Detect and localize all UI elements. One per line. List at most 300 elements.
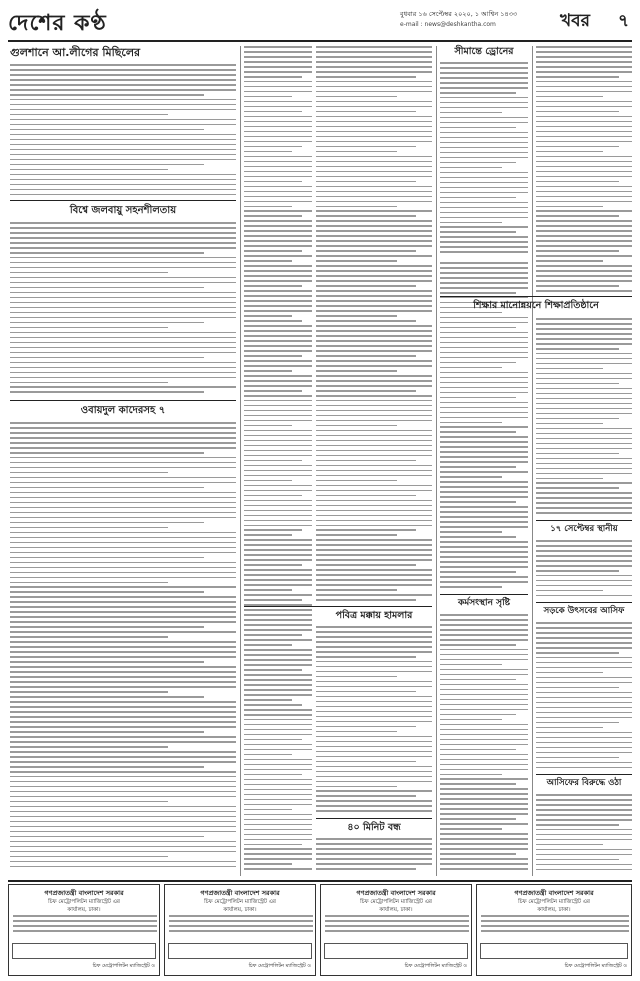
text-line — [316, 736, 432, 738]
text-line — [536, 632, 632, 634]
text-line — [244, 435, 312, 437]
text-line — [440, 506, 528, 508]
text-line — [244, 614, 312, 616]
text-line — [536, 201, 632, 203]
text-line — [316, 696, 432, 698]
text-line — [316, 131, 432, 133]
text-line — [536, 136, 632, 138]
text-line — [536, 550, 632, 552]
text-line — [440, 82, 528, 84]
text-line — [244, 709, 312, 711]
text-line — [244, 106, 312, 108]
ad-place: কার্যালয়, ঢাকা। — [223, 907, 257, 913]
text-line — [440, 546, 528, 548]
ad-government-name: গণপ্রজাতন্ত্রী বাংলাদেশ সরকার — [200, 889, 280, 897]
text-line — [244, 534, 292, 536]
text-line — [536, 230, 632, 232]
text-line — [10, 591, 204, 593]
text-line — [440, 531, 502, 533]
text-line — [316, 305, 432, 307]
ad-government-name: গণপ্রজাতন্ত্রী বাংলাদেশ সরকার — [44, 889, 124, 897]
text-line — [244, 425, 292, 427]
text-line — [440, 516, 528, 518]
text-line — [244, 370, 292, 372]
text-line — [244, 858, 312, 860]
text-line — [10, 537, 236, 539]
text-line — [244, 779, 312, 781]
text-line — [440, 236, 528, 238]
text-line — [10, 646, 236, 648]
text-line — [244, 784, 312, 786]
headline-mecca: পবিত্র মক্কায় হামলার — [335, 610, 413, 621]
text-line — [244, 51, 312, 53]
text-line — [440, 436, 528, 438]
text-line — [440, 501, 516, 503]
text-line — [536, 595, 632, 597]
text-line — [244, 455, 312, 457]
text-line — [10, 242, 236, 244]
text-line — [244, 320, 302, 322]
text-line — [440, 556, 528, 558]
text-line — [244, 539, 312, 541]
text-line — [440, 157, 528, 159]
text-line — [316, 355, 416, 357]
text-line — [316, 505, 432, 507]
text-line — [244, 804, 312, 806]
text-line — [440, 342, 528, 344]
text-line — [316, 574, 432, 576]
text-line — [440, 808, 528, 810]
text-line — [10, 391, 204, 393]
text-line — [440, 714, 516, 716]
text-line — [244, 121, 312, 123]
story-allegations-body — [536, 794, 632, 876]
text-line — [536, 438, 632, 440]
text-line — [244, 295, 312, 297]
text-line — [244, 819, 312, 821]
text-line — [10, 64, 236, 66]
text-line — [10, 861, 236, 863]
text-line — [316, 676, 397, 678]
text-line — [440, 793, 528, 795]
text-line — [440, 267, 528, 269]
text-line — [316, 235, 432, 237]
text-line — [440, 222, 502, 224]
text-line — [10, 257, 236, 259]
text-line — [536, 235, 632, 237]
text-line — [244, 280, 312, 282]
text-line — [316, 181, 416, 183]
text-line — [316, 315, 397, 317]
text-line — [440, 147, 528, 149]
text-line — [244, 829, 312, 831]
text-line — [316, 579, 432, 581]
text-line — [10, 661, 204, 663]
text-line — [244, 340, 312, 342]
text-line — [244, 191, 312, 193]
text-line — [316, 310, 432, 312]
text-line — [244, 240, 312, 242]
text-line — [10, 836, 204, 838]
text-line — [10, 139, 236, 141]
text-line — [440, 868, 528, 870]
text-line — [244, 644, 292, 646]
text-line — [440, 352, 528, 354]
text-line — [536, 767, 632, 769]
text-line — [244, 754, 292, 756]
text-line — [440, 327, 516, 329]
text-line — [440, 287, 528, 289]
divider — [316, 818, 432, 819]
text-line — [440, 382, 528, 384]
text-line — [10, 517, 236, 519]
text-line — [244, 544, 312, 546]
text-line — [316, 56, 432, 58]
text-line — [316, 500, 432, 502]
text-line — [244, 684, 312, 686]
text-line — [316, 365, 432, 367]
text-line — [440, 231, 516, 233]
text-line — [10, 282, 236, 284]
text-line — [536, 575, 632, 577]
text-line — [244, 81, 312, 83]
text-line — [10, 104, 236, 106]
text-line — [316, 121, 432, 123]
text-line — [244, 480, 292, 482]
text-line — [10, 621, 236, 623]
text-line — [10, 706, 236, 708]
text-line — [10, 806, 236, 808]
text-line — [536, 186, 632, 188]
text-line — [244, 285, 302, 287]
text-line — [244, 699, 292, 701]
text-line — [440, 719, 502, 721]
text-line — [316, 215, 416, 217]
government-notice-ad — [476, 884, 632, 976]
text-line — [440, 292, 516, 294]
text-line — [536, 408, 632, 410]
text-line — [244, 325, 312, 327]
text-line — [536, 106, 632, 108]
text-line — [536, 393, 632, 395]
text-line — [316, 415, 432, 417]
text-line — [10, 656, 236, 658]
text-line — [10, 557, 204, 559]
contact-email: e-mail : news@deshkantha.com — [400, 21, 496, 28]
text-line — [536, 667, 632, 669]
text-line — [10, 721, 236, 723]
text-line — [316, 450, 432, 452]
text-line — [440, 739, 528, 741]
text-line — [244, 420, 312, 422]
text-line — [316, 490, 432, 492]
text-line — [536, 91, 632, 93]
text-line — [440, 581, 528, 583]
story-drones-continued — [440, 262, 528, 592]
text-line — [316, 460, 416, 462]
text-line — [536, 171, 632, 173]
text-line — [536, 413, 632, 415]
text-line — [316, 390, 416, 392]
text-line — [244, 206, 292, 208]
text-line — [10, 681, 236, 683]
text-line — [440, 172, 528, 174]
government-notice-ad — [8, 884, 160, 976]
headline-employment: কর্মসংস্থান সৃষ্টি — [457, 598, 511, 608]
text-line — [440, 526, 528, 528]
text-line — [440, 451, 528, 453]
text-line — [536, 722, 619, 724]
text-line — [440, 182, 528, 184]
text-line — [316, 594, 432, 596]
text-line — [536, 383, 619, 385]
ad-body — [325, 915, 469, 939]
ad-place: কার্যালয়, ঢাকা। — [379, 907, 413, 913]
text-line — [244, 794, 312, 796]
text-line — [440, 312, 502, 314]
text-line — [440, 536, 516, 538]
text-line — [440, 377, 528, 379]
text-line — [440, 744, 528, 746]
text-line — [244, 215, 302, 217]
text-line — [244, 868, 312, 870]
text-line — [10, 482, 236, 484]
text-line — [316, 335, 432, 337]
text-line — [536, 677, 632, 679]
text-line — [316, 290, 432, 292]
text-line — [10, 432, 236, 434]
text-line — [244, 71, 312, 73]
text-line — [244, 554, 312, 556]
text-line — [10, 856, 168, 858]
text-line — [536, 627, 632, 629]
text-line — [244, 260, 292, 262]
text-line — [316, 176, 432, 178]
text-line — [440, 212, 528, 214]
text-line — [316, 681, 432, 683]
text-line — [244, 759, 312, 761]
text-line — [244, 579, 312, 581]
text-line — [536, 225, 632, 227]
text-line — [536, 343, 632, 345]
text-line — [13, 925, 157, 927]
text-line — [244, 265, 312, 267]
text-line — [10, 129, 204, 131]
text-line — [316, 661, 432, 663]
text-line — [10, 816, 236, 818]
text-line — [440, 863, 528, 865]
text-line — [316, 495, 416, 497]
text-line — [536, 647, 632, 649]
text-line — [316, 656, 416, 658]
text-line — [244, 290, 312, 292]
text-line — [10, 586, 236, 588]
text-line — [440, 659, 528, 661]
text-line — [316, 510, 432, 512]
text-line — [10, 791, 236, 793]
text-line — [10, 726, 236, 728]
text-line — [536, 622, 632, 624]
text-line — [481, 915, 629, 917]
text-line — [244, 415, 312, 417]
text-line — [440, 654, 528, 656]
text-line — [10, 287, 204, 289]
text-line — [244, 863, 292, 865]
text-line — [440, 112, 502, 114]
text-line — [316, 420, 432, 422]
text-line — [10, 776, 236, 778]
text-line — [10, 846, 236, 848]
headline-climate: বিশ্বে জলবায়ু সহনশীলতায় — [69, 205, 177, 216]
text-line — [316, 525, 432, 527]
text-line — [536, 358, 632, 360]
text-line — [440, 132, 528, 134]
text-line — [440, 823, 528, 825]
text-line — [10, 472, 168, 474]
text-line — [10, 761, 236, 763]
text-line — [316, 810, 432, 812]
text-line — [316, 554, 432, 556]
story-center-body — [316, 46, 432, 606]
text-line — [10, 386, 236, 388]
text-line — [316, 151, 397, 153]
text-line — [440, 769, 528, 771]
text-line — [10, 437, 236, 439]
text-line — [244, 525, 312, 527]
text-line — [536, 497, 632, 499]
text-line — [440, 402, 528, 404]
text-line — [10, 149, 236, 151]
text-line — [440, 317, 528, 319]
text-line — [244, 380, 312, 382]
text-line — [440, 486, 528, 488]
text-line — [440, 122, 528, 124]
text-line — [316, 201, 432, 203]
text-line — [536, 834, 632, 836]
text-line — [316, 666, 432, 668]
divider — [440, 594, 528, 595]
text-line — [10, 751, 236, 753]
text-line — [440, 679, 516, 681]
text-line — [244, 559, 312, 561]
text-line — [536, 156, 632, 158]
text-line — [10, 382, 168, 384]
text-line — [10, 606, 236, 608]
text-line — [536, 255, 632, 257]
text-line — [244, 689, 312, 691]
ad-signature: চিফ মেট্রোপলিটন ম্যাজিস্ট্রেট ও — [404, 963, 467, 969]
text-line — [244, 126, 312, 128]
text-line — [536, 81, 632, 83]
text-line — [440, 322, 528, 324]
text-line — [10, 522, 204, 524]
text-line — [10, 671, 236, 673]
ad-government-name: গণপ্রজাতন্ত্রী বাংলাদেশ সরকার — [514, 889, 594, 897]
story-gulshan-body — [10, 64, 236, 199]
text-line — [10, 352, 236, 354]
text-line — [10, 786, 236, 788]
text-line — [316, 746, 432, 748]
text-line — [440, 634, 528, 636]
text-line — [10, 711, 236, 713]
text-line — [244, 729, 312, 731]
text-line — [536, 809, 632, 811]
text-line — [536, 443, 632, 445]
text-line — [244, 844, 302, 846]
text-line — [244, 91, 312, 93]
text-line — [244, 176, 312, 178]
text-line — [536, 799, 632, 801]
text-line — [316, 360, 432, 362]
text-line — [440, 332, 528, 334]
text-line — [10, 502, 236, 504]
text-line — [169, 930, 313, 932]
text-line — [244, 505, 312, 507]
text-line — [536, 101, 632, 103]
text-line — [536, 468, 632, 470]
text-line — [244, 589, 292, 591]
text-line — [10, 696, 204, 698]
text-line — [316, 161, 432, 163]
text-line — [244, 220, 312, 222]
text-line — [536, 672, 603, 674]
text-line — [440, 152, 528, 154]
text-line — [536, 707, 632, 709]
text-line — [244, 275, 312, 277]
text-line — [316, 435, 432, 437]
text-line — [10, 262, 236, 264]
ad-place: কার্যালয়, ঢাকা। — [537, 907, 571, 913]
text-line — [440, 446, 528, 448]
text-line — [316, 848, 432, 850]
text-line — [440, 624, 528, 626]
text-line — [440, 858, 528, 860]
text-line — [316, 741, 432, 743]
text-line — [316, 646, 432, 648]
text-line — [10, 831, 236, 833]
text-line — [440, 576, 528, 578]
text-line — [440, 649, 528, 651]
text-line — [440, 107, 528, 109]
text-line — [440, 803, 528, 805]
text-line — [440, 521, 528, 523]
text-line — [316, 838, 432, 840]
text-line — [316, 863, 432, 865]
text-line — [10, 307, 236, 309]
text-line — [10, 159, 236, 161]
text-line — [440, 491, 528, 493]
text-line — [440, 724, 528, 726]
text-line — [440, 783, 516, 785]
text-line — [536, 662, 632, 664]
text-line — [169, 920, 313, 922]
story-right-top-body — [536, 46, 632, 296]
text-line — [536, 428, 632, 430]
text-line — [440, 187, 528, 189]
text-line — [536, 403, 632, 405]
ad-place: কার্যালয়, ঢাকা। — [67, 907, 101, 913]
text-line — [316, 626, 432, 628]
story-drones-body — [440, 62, 528, 260]
text-line — [10, 189, 236, 191]
text-line — [10, 497, 236, 499]
text-line — [244, 405, 312, 407]
ad-table — [12, 943, 156, 959]
text-line — [244, 395, 312, 397]
text-line — [244, 649, 312, 651]
text-line — [536, 423, 603, 425]
text-line — [244, 714, 312, 716]
